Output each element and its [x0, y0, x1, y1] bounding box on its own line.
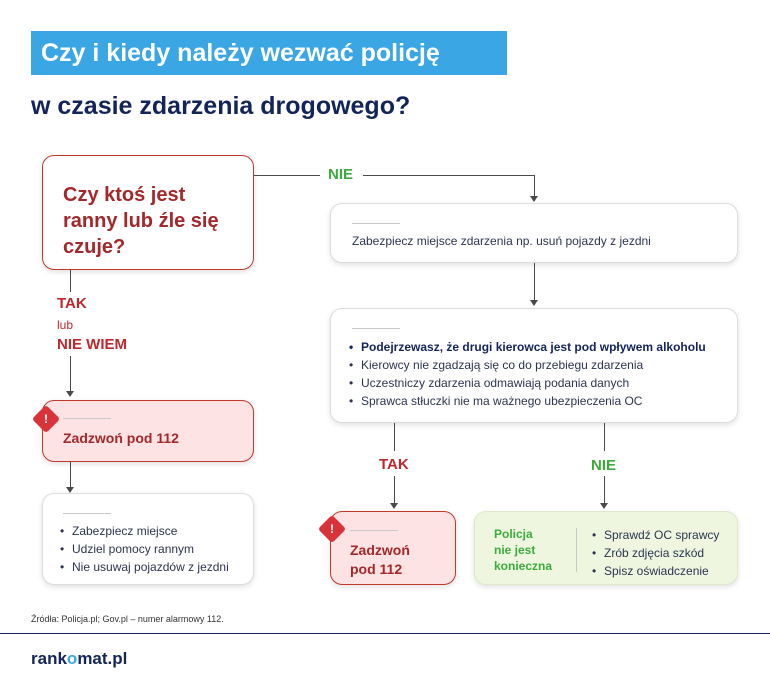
police-not-needed-text: Policja nie jest konieczna [494, 527, 553, 573]
list-item: • Sprawdź OC sprawcy [590, 526, 719, 544]
arrow-icon [600, 503, 608, 509]
right-steps-list [590, 526, 719, 580]
tak-label-right: TAK [379, 456, 409, 473]
connector [363, 175, 534, 176]
list-item: • Sprawca stłuczki nie ma ważnego ubezpieczenia OC [347, 392, 737, 410]
logo: rankomat.pl [31, 649, 128, 668]
conditions-list [347, 338, 737, 410]
call-112-text-right: Zadzwoń pod 112 [350, 542, 410, 577]
footer-divider [0, 633, 770, 634]
list-item: • Udziel pomocy rannym [58, 540, 229, 558]
divider [352, 223, 400, 224]
left-steps-list [58, 522, 229, 576]
list-item: • Kierowcy nie zgadzają się co do przebiegu zdarzenia [347, 356, 737, 374]
list-item: • Podejrzewasz, że drugi kierowca jest pod wpływem alkoholu [347, 338, 737, 356]
call-112-text-left: Zadzwoń pod 112 [63, 430, 179, 446]
secure-box [330, 203, 738, 263]
arrow-icon [530, 300, 538, 306]
connector [604, 423, 605, 451]
connector [70, 356, 71, 392]
connector [394, 423, 395, 451]
divider [63, 513, 111, 514]
question-text: Czy ktoś jest ranny lub źle się czuje? [63, 184, 219, 258]
title-banner [31, 31, 507, 75]
lub-label: lub [57, 318, 74, 332]
divider [352, 328, 400, 329]
connector [604, 476, 605, 504]
arrow-icon [390, 503, 398, 509]
nie-label-right: NIE [591, 457, 617, 474]
connector [70, 270, 71, 292]
connector [394, 476, 395, 504]
list-item: • Uczestniczy zdarzenia odmawiają podania danych [347, 374, 737, 392]
secure-text: Zabezpiecz miejsce zdarzenia np. usuń pojazdy z jezdni [352, 234, 651, 248]
arrow-icon [66, 391, 74, 397]
source-note: Źródła: Policja.pl; Gov.pl – numer alarmowy 112. [31, 614, 224, 624]
nie-label-top: NIE [328, 166, 354, 183]
title-line2: w czasie zdarzenia drogowego? [31, 92, 411, 120]
connector [534, 263, 535, 301]
title-line1: Czy i kiedy należy wezwać policję [41, 39, 440, 67]
divider [350, 530, 398, 531]
list-item: • Zabezpiecz miejsce [58, 522, 229, 540]
arrow-icon [530, 196, 538, 202]
divider [63, 418, 111, 419]
nie-wiem-label: NIE WIEM [57, 336, 127, 353]
list-item: • Zrób zdjęcia szkód [590, 544, 719, 562]
connector [254, 175, 320, 176]
divider [576, 528, 577, 572]
list-item: • Nie usuwaj pojazdów z jezdni [58, 558, 229, 576]
tak-label-left: TAK [57, 295, 87, 312]
connector [534, 175, 535, 197]
list-item: • Spisz oświadczenie [590, 562, 719, 580]
connector [70, 462, 71, 488]
